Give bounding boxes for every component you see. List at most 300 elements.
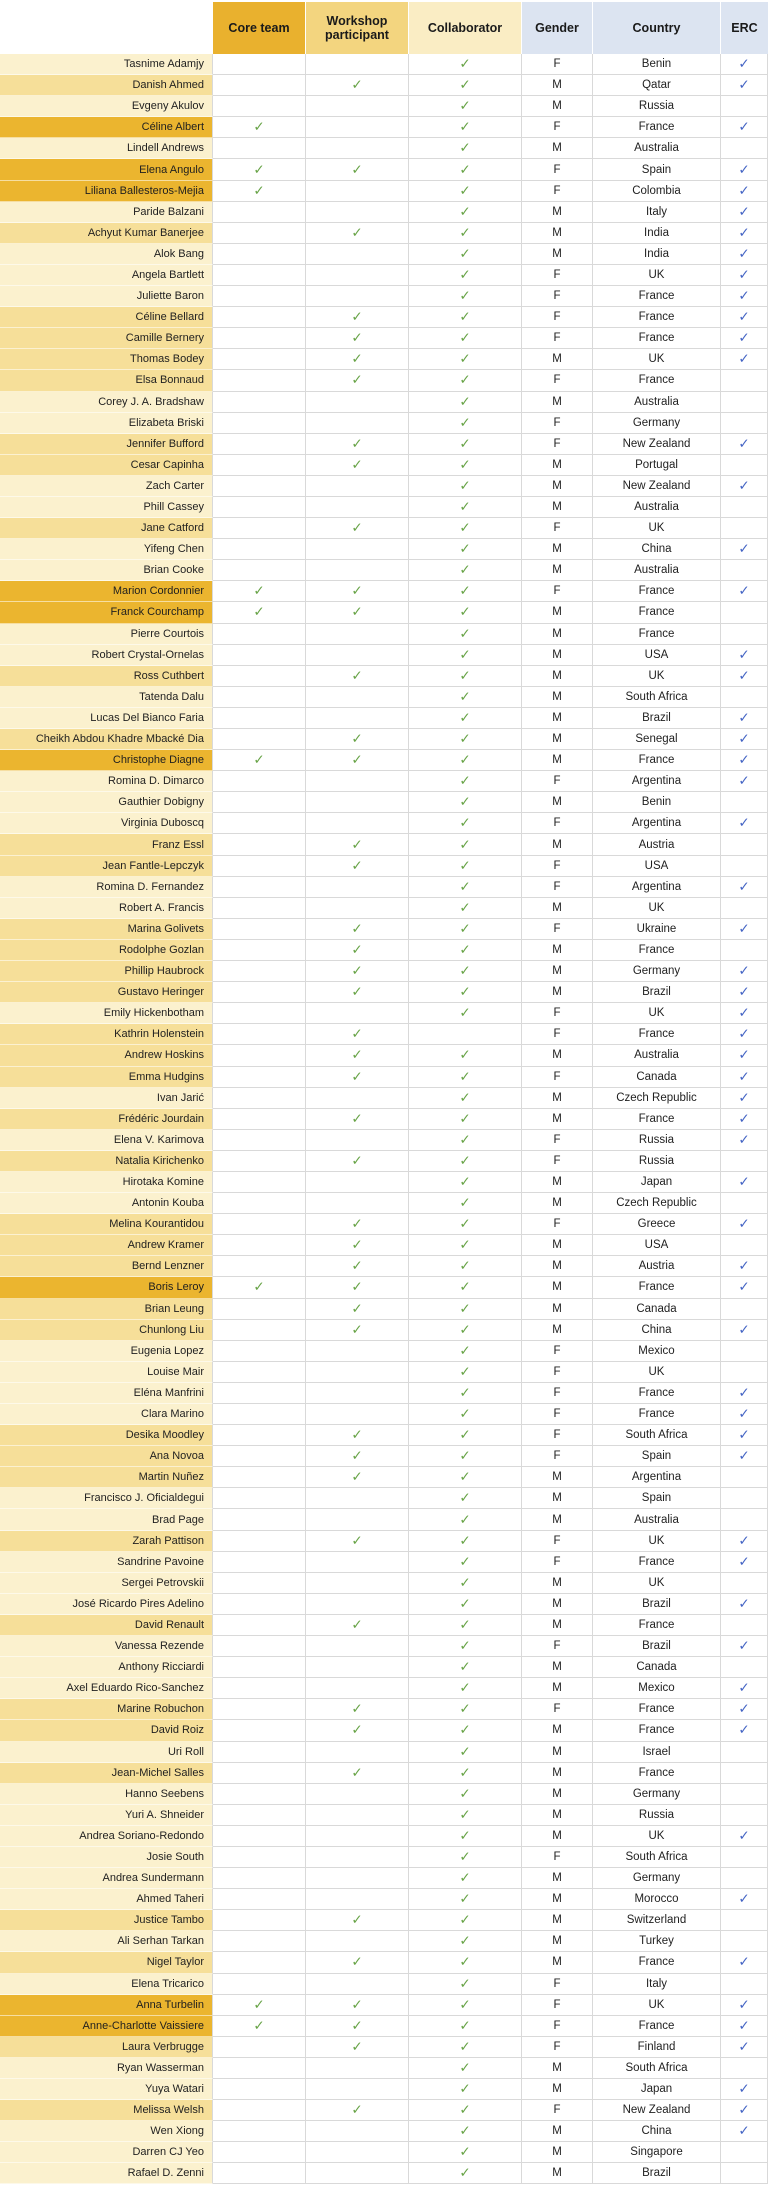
collaborator-cell: ✓ [409, 1488, 522, 1509]
participant-name-cell: Jennifer Bufford [0, 434, 213, 455]
erc-cell: ✓ [721, 1214, 768, 1235]
core-team-cell [213, 2121, 306, 2142]
gender-cell: M [522, 1678, 593, 1699]
participant-name-cell: Wen Xiong [0, 2121, 213, 2142]
workshop-participant-cell [306, 1889, 409, 1910]
collaborator-cell: ✓ [409, 856, 522, 877]
table-row [0, 518, 768, 539]
country-cell: New Zealand [593, 476, 721, 497]
erc-cell [721, 1341, 768, 1362]
country-cell: Brazil [593, 708, 721, 729]
country-cell: Senegal [593, 729, 721, 750]
workshop-participant-cell: ✓ [306, 1024, 409, 1045]
participant-name-cell: Juliette Baron [0, 286, 213, 307]
participant-name-cell: Ross Cuthbert [0, 666, 213, 687]
collaborator-cell: ✓ [409, 1425, 522, 1446]
core-team-cell [213, 1383, 306, 1404]
erc-cell: ✓ [721, 159, 768, 180]
collaborator-cell: ✓ [409, 581, 522, 602]
erc-cell: ✓ [721, 1383, 768, 1404]
core-team-cell [213, 455, 306, 476]
country-cell: France [593, 1952, 721, 1973]
core-team-cell [213, 1615, 306, 1636]
workshop-participant-cell: ✓ [306, 1699, 409, 1720]
table-row [0, 1805, 768, 1826]
table-row [0, 1742, 768, 1763]
table-row [0, 1320, 768, 1341]
table-header [0, 0, 768, 54]
workshop-participant-cell [306, 2121, 409, 2142]
erc-cell: ✓ [721, 1995, 768, 2016]
core-team-cell [213, 898, 306, 919]
workshop-participant-cell [306, 1003, 409, 1024]
table-row [0, 96, 768, 117]
collaborator-cell: ✓ [409, 181, 522, 202]
collaborator-cell: ✓ [409, 645, 522, 666]
table-row [0, 645, 768, 666]
country-cell: France [593, 1109, 721, 1130]
core-team-cell [213, 1594, 306, 1615]
country-cell: UK [593, 898, 721, 919]
country-cell: China [593, 539, 721, 560]
collaborator-cell: ✓ [409, 370, 522, 391]
erc-cell [721, 792, 768, 813]
collaborator-cell: ✓ [409, 813, 522, 834]
gender-cell: F [522, 1383, 593, 1404]
gender-cell: M [522, 560, 593, 581]
erc-cell: ✓ [721, 1109, 768, 1130]
workshop-participant-cell [306, 2163, 409, 2184]
participant-name-cell: Brian Cooke [0, 560, 213, 581]
participant-name-cell: Andrea Sundermann [0, 1868, 213, 1889]
country-cell: Austria [593, 834, 721, 855]
gender-cell: M [522, 455, 593, 476]
collaborator-cell: ✓ [409, 1678, 522, 1699]
participant-name-cell: Axel Eduardo Rico-Sanchez [0, 1678, 213, 1699]
participant-name-cell: Lucas Del Bianco Faria [0, 708, 213, 729]
column-header-gender: Gender [522, 2, 593, 54]
gender-cell: M [522, 687, 593, 708]
collaborator-cell: ✓ [409, 539, 522, 560]
workshop-participant-cell [306, 1931, 409, 1952]
table-row [0, 602, 768, 623]
workshop-participant-cell: ✓ [306, 1615, 409, 1636]
erc-cell: ✓ [721, 2100, 768, 2121]
country-cell: France [593, 1383, 721, 1404]
participant-name-cell: Ahmed Taheri [0, 1889, 213, 1910]
workshop-participant-cell: ✓ [306, 982, 409, 1003]
erc-cell [721, 856, 768, 877]
gender-cell: M [522, 202, 593, 223]
table-row [0, 1868, 768, 1889]
erc-cell [721, 392, 768, 413]
table-row [0, 1446, 768, 1467]
country-cell: Argentina [593, 877, 721, 898]
participant-name-cell: Eugenia Lopez [0, 1341, 213, 1362]
gender-cell: F [522, 1974, 593, 1995]
workshop-participant-cell: ✓ [306, 2037, 409, 2058]
core-team-cell [213, 2142, 306, 2163]
core-team-cell [213, 813, 306, 834]
collaborator-cell: ✓ [409, 349, 522, 370]
table-body [0, 54, 768, 2184]
workshop-participant-cell: ✓ [306, 1109, 409, 1130]
gender-cell: M [522, 2058, 593, 2079]
core-team-cell [213, 1003, 306, 1024]
country-cell: Qatar [593, 75, 721, 96]
collaborator-cell: ✓ [409, 2163, 522, 2184]
table-row [0, 159, 768, 180]
table-row [0, 1151, 768, 1172]
country-cell: UK [593, 1995, 721, 2016]
erc-cell: ✓ [721, 1404, 768, 1425]
country-cell: Brazil [593, 2163, 721, 2184]
core-team-cell [213, 497, 306, 518]
participant-name-cell: Zarah Pattison [0, 1531, 213, 1552]
participant-name-cell: Liliana Ballesteros-Mejia [0, 181, 213, 202]
erc-cell [721, 497, 768, 518]
participant-name-cell: Angela Bartlett [0, 265, 213, 286]
core-team-cell [213, 1742, 306, 1763]
country-cell: Finland [593, 2037, 721, 2058]
country-cell: India [593, 244, 721, 265]
workshop-participant-cell [306, 1130, 409, 1151]
table-row [0, 54, 768, 75]
core-team-cell: ✓ [213, 159, 306, 180]
collaborator-cell: ✓ [409, 138, 522, 159]
participant-name-cell: Tatenda Dalu [0, 687, 213, 708]
table-row [0, 1826, 768, 1847]
table-row [0, 940, 768, 961]
column-header-workshop-participant: Workshop participant [306, 2, 409, 54]
participant-name-cell: Jean Fantle-Lepczyk [0, 856, 213, 877]
table-row [0, 2100, 768, 2121]
core-team-cell [213, 624, 306, 645]
table-row [0, 370, 768, 391]
country-cell: China [593, 1320, 721, 1341]
erc-cell: ✓ [721, 181, 768, 202]
erc-cell: ✓ [721, 1045, 768, 1066]
workshop-participant-cell [306, 1594, 409, 1615]
participant-name-cell: Yuri A. Shneider [0, 1805, 213, 1826]
gender-cell: F [522, 2100, 593, 2121]
participant-name-cell: Andrea Soriano-Redondo [0, 1826, 213, 1847]
gender-cell: M [522, 223, 593, 244]
country-cell: Germany [593, 1868, 721, 1889]
gender-cell: M [522, 2079, 593, 2100]
workshop-participant-cell: ✓ [306, 223, 409, 244]
workshop-participant-cell [306, 181, 409, 202]
collaborator-cell: ✓ [409, 1341, 522, 1362]
gender-cell: F [522, 307, 593, 328]
core-team-cell [213, 413, 306, 434]
table-row [0, 328, 768, 349]
table-row [0, 1214, 768, 1235]
erc-cell: ✓ [721, 1067, 768, 1088]
table-row [0, 307, 768, 328]
workshop-participant-cell: ✓ [306, 75, 409, 96]
country-cell: New Zealand [593, 434, 721, 455]
workshop-participant-cell [306, 1742, 409, 1763]
workshop-participant-cell [306, 624, 409, 645]
core-team-cell [213, 1024, 306, 1045]
gender-cell: M [522, 1784, 593, 1805]
core-team-cell [213, 1847, 306, 1868]
country-cell: UK [593, 349, 721, 370]
workshop-participant-cell [306, 2058, 409, 2079]
workshop-participant-cell: ✓ [306, 307, 409, 328]
column-header-core-team: Core team [213, 2, 306, 54]
erc-cell [721, 1573, 768, 1594]
gender-cell: F [522, 1552, 593, 1573]
gender-cell: M [522, 1931, 593, 1952]
workshop-participant-cell: ✓ [306, 518, 409, 539]
country-cell: Brazil [593, 982, 721, 1003]
erc-cell: ✓ [721, 1826, 768, 1847]
collaborator-cell: ✓ [409, 2037, 522, 2058]
workshop-participant-cell: ✓ [306, 1446, 409, 1467]
erc-cell [721, 2058, 768, 2079]
core-team-cell [213, 1699, 306, 1720]
country-cell: France [593, 1763, 721, 1784]
workshop-participant-cell: ✓ [306, 1067, 409, 1088]
country-cell: Czech Republic [593, 1088, 721, 1109]
gender-cell: M [522, 75, 593, 96]
country-cell: Japan [593, 2079, 721, 2100]
collaborator-cell: ✓ [409, 1805, 522, 1826]
table-row [0, 813, 768, 834]
core-team-cell [213, 286, 306, 307]
workshop-participant-cell: ✓ [306, 1214, 409, 1235]
gender-cell: M [522, 624, 593, 645]
country-cell: France [593, 1615, 721, 1636]
core-team-cell [213, 370, 306, 391]
participant-name-cell: Danish Ahmed [0, 75, 213, 96]
gender-cell: M [522, 96, 593, 117]
erc-cell [721, 687, 768, 708]
erc-cell: ✓ [721, 1889, 768, 1910]
workshop-participant-cell: ✓ [306, 961, 409, 982]
collaborator-cell: ✓ [409, 792, 522, 813]
erc-cell: ✓ [721, 2121, 768, 2142]
country-cell: UK [593, 1573, 721, 1594]
collaborator-cell: ✓ [409, 1320, 522, 1341]
workshop-participant-cell [306, 1552, 409, 1573]
erc-cell: ✓ [721, 771, 768, 792]
collaborator-cell: ✓ [409, 476, 522, 497]
core-team-cell [213, 1404, 306, 1425]
collaborator-cell: ✓ [409, 771, 522, 792]
core-team-cell [213, 539, 306, 560]
country-cell: UK [593, 666, 721, 687]
workshop-participant-cell [306, 117, 409, 138]
workshop-participant-cell [306, 898, 409, 919]
collaborator-cell: ✓ [409, 1045, 522, 1066]
collaborator-cell: ✓ [409, 560, 522, 581]
country-cell: Argentina [593, 1467, 721, 1488]
participant-name-cell: Romina D. Dimarco [0, 771, 213, 792]
participant-name-cell: Kathrin Holenstein [0, 1024, 213, 1045]
workshop-participant-cell [306, 539, 409, 560]
gender-cell: M [522, 1910, 593, 1931]
workshop-participant-cell: ✓ [306, 1910, 409, 1931]
erc-cell: ✓ [721, 1277, 768, 1298]
workshop-participant-cell: ✓ [306, 159, 409, 180]
workshop-participant-cell: ✓ [306, 1277, 409, 1298]
gender-cell: F [522, 159, 593, 180]
erc-cell: ✓ [721, 1552, 768, 1573]
collaborator-cell: ✓ [409, 708, 522, 729]
workshop-participant-cell [306, 1193, 409, 1214]
participant-name-cell: Camille Bernery [0, 328, 213, 349]
core-team-cell: ✓ [213, 602, 306, 623]
participant-name-cell: Josie South [0, 1847, 213, 1868]
participant-name-cell: Brad Page [0, 1509, 213, 1530]
workshop-participant-cell [306, 1088, 409, 1109]
table-row [0, 181, 768, 202]
workshop-participant-cell: ✓ [306, 370, 409, 391]
gender-cell: F [522, 370, 593, 391]
core-team-cell [213, 328, 306, 349]
core-team-cell: ✓ [213, 1277, 306, 1298]
table-row [0, 792, 768, 813]
table-row [0, 1109, 768, 1130]
collaborator-cell: ✓ [409, 1277, 522, 1298]
table-row [0, 1088, 768, 1109]
table-row [0, 539, 768, 560]
workshop-participant-cell: ✓ [306, 1720, 409, 1741]
participant-name-cell: Yuya Watari [0, 2079, 213, 2100]
participant-name-cell: Hirotaka Komine [0, 1172, 213, 1193]
gender-cell: F [522, 919, 593, 940]
collaborator-cell: ✓ [409, 328, 522, 349]
erc-cell: ✓ [721, 666, 768, 687]
core-team-cell [213, 1193, 306, 1214]
erc-cell [721, 138, 768, 159]
core-team-cell [213, 1974, 306, 1995]
core-team-cell [213, 434, 306, 455]
workshop-participant-cell: ✓ [306, 1763, 409, 1784]
erc-cell: ✓ [721, 1952, 768, 1973]
erc-cell [721, 940, 768, 961]
gender-cell: M [522, 982, 593, 1003]
participant-name-cell: Ali Serhan Tarkan [0, 1931, 213, 1952]
workshop-participant-cell: ✓ [306, 1045, 409, 1066]
erc-cell: ✓ [721, 982, 768, 1003]
collaborator-cell: ✓ [409, 1088, 522, 1109]
participant-name-cell: Zach Carter [0, 476, 213, 497]
workshop-participant-cell [306, 1657, 409, 1678]
gender-cell: M [522, 1742, 593, 1763]
gender-cell: F [522, 1067, 593, 1088]
country-cell: South Africa [593, 1847, 721, 1868]
country-cell: South Africa [593, 1425, 721, 1446]
gender-cell: M [522, 476, 593, 497]
table-row [0, 708, 768, 729]
collaborator-cell: ✓ [409, 1594, 522, 1615]
collaborator-cell: ✓ [409, 1299, 522, 1320]
table-row [0, 729, 768, 750]
country-cell: France [593, 750, 721, 771]
table-row [0, 982, 768, 1003]
workshop-participant-cell: ✓ [306, 1425, 409, 1446]
gender-cell: M [522, 750, 593, 771]
participant-name-cell: Franz Essl [0, 834, 213, 855]
collaborator-cell: ✓ [409, 2142, 522, 2163]
country-cell: Austria [593, 1256, 721, 1277]
collaborator-cell: ✓ [409, 1699, 522, 1720]
collaborator-cell: ✓ [409, 982, 522, 1003]
participant-name-cell: Anne-Charlotte Vaissiere [0, 2016, 213, 2037]
workshop-participant-cell [306, 708, 409, 729]
country-cell: UK [593, 1362, 721, 1383]
workshop-participant-cell [306, 771, 409, 792]
core-team-cell [213, 1425, 306, 1446]
collaborator-cell: ✓ [409, 1720, 522, 1741]
table-row [0, 265, 768, 286]
participant-name-cell: Franck Courchamp [0, 602, 213, 623]
participant-name-cell: Clara Marino [0, 1404, 213, 1425]
collaborator-cell: ✓ [409, 602, 522, 623]
core-team-cell [213, 1446, 306, 1467]
gender-cell: M [522, 539, 593, 560]
workshop-participant-cell: ✓ [306, 602, 409, 623]
participant-name-cell: Louise Mair [0, 1362, 213, 1383]
participant-name-cell: Elsa Bonnaud [0, 370, 213, 391]
table-row [0, 202, 768, 223]
table-row [0, 1594, 768, 1615]
participant-name-cell: Céline Bellard [0, 307, 213, 328]
gender-cell: M [522, 1467, 593, 1488]
gender-cell: M [522, 1594, 593, 1615]
country-cell: France [593, 1277, 721, 1298]
gender-cell: M [522, 1277, 593, 1298]
country-cell: Russia [593, 1805, 721, 1826]
table-row [0, 75, 768, 96]
collaborator-cell: ✓ [409, 1172, 522, 1193]
table-row [0, 1847, 768, 1868]
erc-cell [721, 1362, 768, 1383]
participant-name-cell: Phillip Haubrock [0, 961, 213, 982]
workshop-participant-cell: ✓ [306, 750, 409, 771]
country-cell: France [593, 1024, 721, 1045]
gender-cell: F [522, 181, 593, 202]
erc-cell: ✓ [721, 1024, 768, 1045]
core-team-cell [213, 834, 306, 855]
erc-cell: ✓ [721, 2037, 768, 2058]
country-cell: Canada [593, 1067, 721, 1088]
country-cell: Colombia [593, 181, 721, 202]
collaborator-cell: ✓ [409, 898, 522, 919]
core-team-cell [213, 2058, 306, 2079]
collaborator-cell: ✓ [409, 286, 522, 307]
collaborator-cell: ✓ [409, 1130, 522, 1151]
gender-cell: M [522, 1868, 593, 1889]
core-team-cell [213, 1636, 306, 1657]
core-team-cell [213, 1067, 306, 1088]
erc-cell: ✓ [721, 54, 768, 75]
core-team-cell [213, 1805, 306, 1826]
participant-name-cell: Emily Hickenbotham [0, 1003, 213, 1024]
country-cell: Spain [593, 159, 721, 180]
table-row [0, 476, 768, 497]
collaborator-cell: ✓ [409, 54, 522, 75]
collaborator-cell: ✓ [409, 1847, 522, 1868]
gender-cell: F [522, 2016, 593, 2037]
participant-name-cell: Darren CJ Yeo [0, 2142, 213, 2163]
workshop-participant-cell [306, 1341, 409, 1362]
country-cell: Australia [593, 1509, 721, 1530]
